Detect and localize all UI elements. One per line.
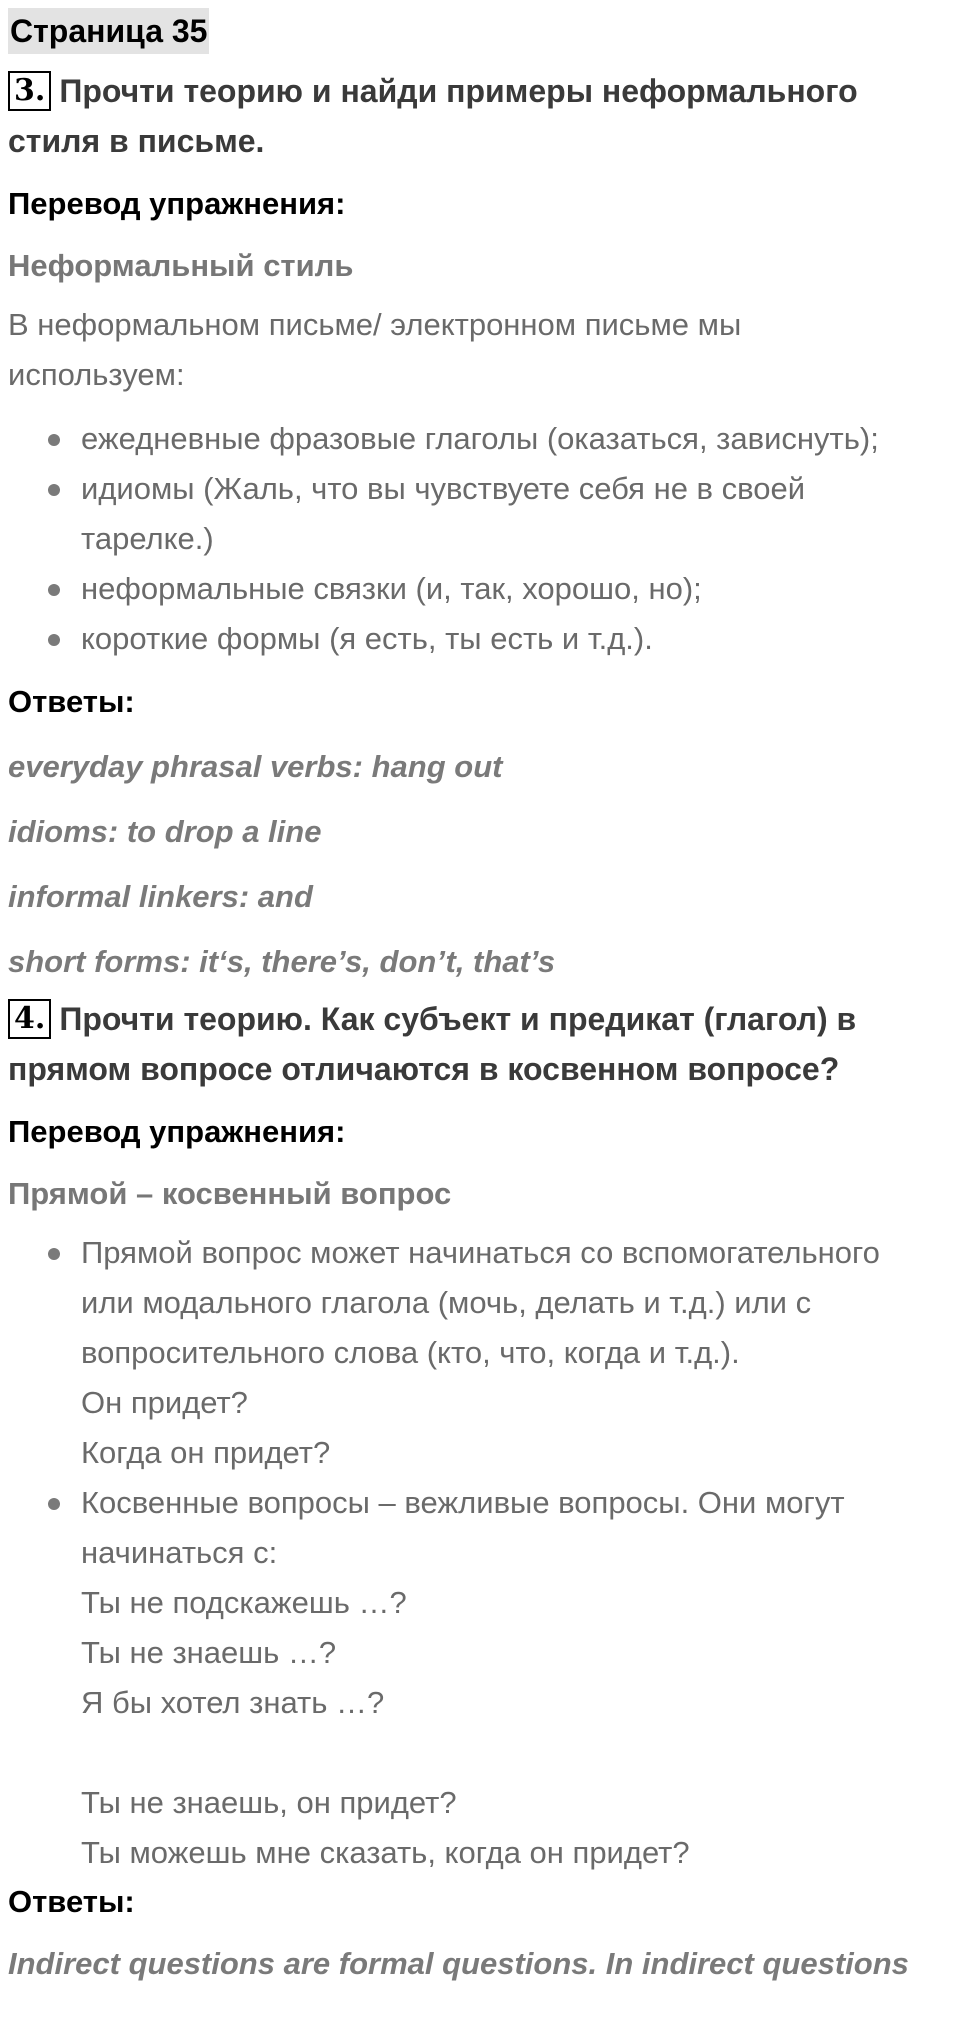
task-3-text-line-1: Прочти теорию и найди примеры неформального (59, 73, 858, 109)
bullet-text: Ты можешь мне сказать, когда он придет? (81, 1835, 690, 1870)
task-3-intro (8, 300, 952, 400)
task-3-translation-label: Перевод упражнения: (8, 186, 346, 221)
task-3-answer-1: everyday phrasal verbs: hang out (8, 749, 503, 784)
task-3-answers-label: Ответы: (8, 684, 135, 719)
task-3-number: 3. (8, 71, 51, 111)
bullet-text: Ты не знаешь …? (81, 1635, 337, 1670)
task-4-theory-title: Прямой – косвенный вопрос (8, 1176, 452, 1211)
page-title: Страница 35 (8, 8, 209, 54)
task-3-answer-3: informal linkers: and (8, 879, 313, 914)
bullet-text: ежедневные фразовые глаголы (оказаться, зависнуть); (81, 421, 879, 456)
task-4-heading (8, 994, 952, 1094)
bullet-text: Он придет? (81, 1385, 248, 1420)
blank-line (81, 1728, 952, 1778)
list-item (8, 1478, 952, 1878)
task-3-theory-title: Неформальный стиль (8, 248, 354, 283)
bullet-text: Когда он придет? (81, 1435, 331, 1470)
bullet-text: Я бы хотел знать …? (81, 1685, 385, 1720)
bullet-text: Косвенные вопросы – вежливые вопросы. Они могут (81, 1485, 845, 1520)
bullet-text: начинаться с: (81, 1535, 278, 1570)
task-4-text-line-2: прямом вопросе отличаются в косвенном вопросе? (8, 1051, 840, 1087)
task-4-answers-label: Ответы: (8, 1884, 135, 1919)
bullet-text: Ты не подскажешь …? (81, 1585, 407, 1620)
task-4-translation-label: Перевод упражнения: (8, 1114, 346, 1149)
bullet-text: тарелке.) (81, 521, 214, 556)
task-4-bullet-list (8, 1228, 952, 1878)
task-3-text-line-2: стиля в письме. (8, 123, 265, 159)
task-3-answer-4: short forms: it‘s, there’s, don’t, that’s (8, 944, 556, 979)
bullet-text: Прямой вопрос может начинаться со вспомогательного (81, 1235, 880, 1270)
list-item (8, 414, 952, 464)
page (8, 0, 952, 1984)
task-4-text-line-1: Прочти теорию. Как субъект и предикат (глагол) в (59, 1001, 857, 1037)
task-3-answer-2: idioms: to drop a line (8, 814, 322, 849)
list-item (8, 564, 952, 614)
task-3-heading (8, 66, 952, 166)
bullet-text: вопросительного слова (кто, что, когда и т.д.). (81, 1335, 740, 1370)
bullet-text: идиомы (Жаль, что вы чувствуете себя не в своей (81, 471, 806, 506)
list-item (8, 1228, 952, 1478)
bullet-text: Ты не знаешь, он придет? (81, 1785, 457, 1820)
task-4-answer: Indirect questions are formal questions. In indirect questions (8, 1946, 909, 1981)
list-item (8, 464, 952, 564)
bullet-text: или модального глагола (мочь, делать и т.д.) или с (81, 1285, 812, 1320)
list-item (8, 614, 952, 664)
bullet-text: неформальные связки (и, так, хорошо, но); (81, 571, 702, 606)
task-3-bullet-list (8, 414, 952, 664)
task-4-number: 4. (8, 999, 51, 1039)
bullet-text: короткие формы (я есть, ты есть и т.д.). (81, 621, 653, 656)
task-3-intro-line-1: В неформальном письме/ электронном письме мы (8, 307, 742, 342)
task-3-intro-line-2: используем: (8, 357, 185, 392)
